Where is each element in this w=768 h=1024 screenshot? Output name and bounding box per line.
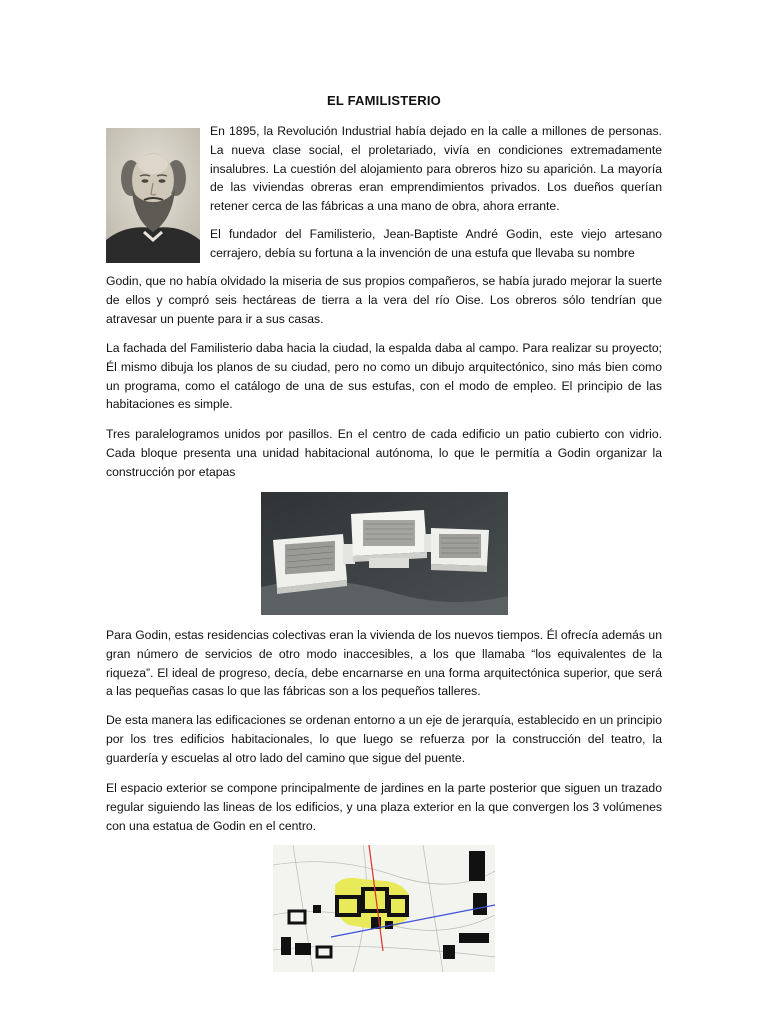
architectural-model-photo (261, 492, 508, 615)
paragraph: El fundador del Familisterio, Jean-Baptiste André Godin, este viejo artesano cerrajero, debía su fortuna a la invención de una estufa que llevaba su nombre (210, 227, 662, 260)
page-title: EL FAMILISTERIO (327, 93, 441, 108)
paragraph: Godin, que no había olvidado la miseria de sus propios compañeros, se había jurado mejorar la suerte de ellos y compró seis hectáreas de tierra a la vera del río Oise. Los obreros sólo tendrían que atravesar un puente para ir a sus casas. (106, 274, 662, 326)
portrait-image (106, 128, 200, 263)
model-image (261, 492, 508, 615)
paragraph: En 1895, la Revolución Industrial había dejado en la calle a millones de personas. La nueva clase social, el proletariado, vivía en condiciones extremadamente insalubres. La cuestión del alojamiento para obreros hizo su aparición. La mayoría de las viviendas obreras eran emprendimientos privados. Los dueños querían retener cerca de las fábricas a una mano de obra, ahora errante. (210, 124, 662, 214)
site-plan-drawing (273, 845, 495, 972)
paragraph: La fachada del Familisterio daba hacia la ciudad, la espalda daba al campo. Para realizar su proyecto; Él mismo dibuja los planos de su ciudad, pero no como un dibujo arquitectónico, sino más bien como un programa, como el catálogo de una de sus estufas, con el modo de empleo. El principio de las habitaciones es simple. (106, 341, 662, 412)
paragraph: De esta manera las edificaciones se ordenan entorno a un eje de jerarquía, establecido en un principio por los tres edificios habitacionales, lo que luego se refuerza por la construcción del teatro, la guardería y escuelas al otro lado del camino que sigue del puente. (106, 713, 662, 765)
paragraph: El espacio exterior se compone principalmente de jardines en la parte posterior que siguen un trazado regular siguiendo las lineas de los edificios, y una plaza exterior en la que convergen los 3 volúmenes con una estatua de Godin en el centro. (106, 781, 662, 833)
paragraph: Tres paralelogramos unidos por pasillos. En el centro de cada edificio un patio cubierto con vidrio. Cada bloque presenta una unidad habitacional autónoma, lo que le permitía a Godin organizar la construcción por etapas (106, 427, 662, 479)
plan-image (273, 845, 495, 972)
portrait-photo (106, 128, 200, 263)
paragraph: Para Godin, estas residencias colectivas eran la vivienda de los nuevos tiempos. Él ofrecía además un gran número de servicios de otro modo inaccesibles, a los que llamaba “los equivalentes de la riqueza”. El ideal de progreso, decía, debe encarnarse en una forma arquitectónica superior, que será a las pequeñas casas lo que las fábricas son a los pequeños talleres. (106, 628, 662, 699)
